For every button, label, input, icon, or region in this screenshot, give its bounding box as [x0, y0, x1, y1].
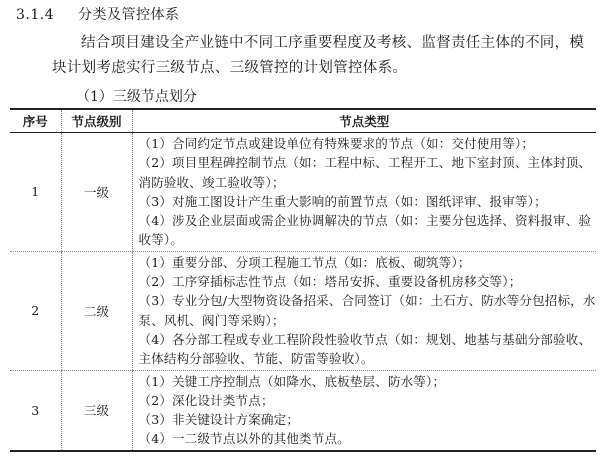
node-type-item: （4）一二级节点以外的其他类节点。: [138, 431, 350, 447]
table-header-row: [10, 109, 596, 133]
row-serial: 3: [10, 370, 61, 451]
subheading: （1）三级节点划分: [76, 89, 197, 105]
row-serial: 1: [10, 133, 61, 252]
row-node-types: [132, 370, 596, 451]
node-type-item: （4）涉及企业层面或需企业协调解决的节点（如：主要分包选择、资料报审、验收等）。: [138, 213, 592, 248]
table-row: [10, 133, 596, 252]
node-type-item: （2）工序穿插标志性节点（如：塔吊安拆、重要设备机房移交等）；: [138, 274, 522, 290]
node-type-item: （1）重要分部、分项工程施工节点（如：底板、砌筑等）；: [138, 254, 471, 270]
node-classification-table: [10, 108, 596, 452]
row-node-types: [132, 251, 596, 370]
section-title: 分类及管控体系: [78, 7, 180, 23]
row-level: 二级: [61, 251, 132, 370]
row-level: 三级: [61, 370, 132, 451]
section-heading: [16, 4, 180, 24]
node-type-item: （3）对施工图设计产生重大影响的前置节点（如：图纸评审、报审等）；: [138, 193, 547, 209]
node-type-item: （2）项目里程碑控制节点（如：工程中标、工程开工、地下室封顶、主体封顶、消防验收、竣工验收等）；: [138, 155, 592, 190]
row-serial: 2: [10, 251, 61, 370]
node-type-item: （1）关键工序控制点（如降水、底板垫层、防水等）；: [138, 373, 446, 389]
header-level: 节点级别: [61, 109, 132, 133]
header-serial: 序号: [10, 109, 61, 133]
node-type-item: （4）各分部工程或专业工程阶段性验收节点（如：规划、地基与基础分部验收、主体结构分部验收、节能、防雷等验收）。: [138, 331, 592, 367]
table-row: [10, 370, 596, 451]
node-type-item: （2）深化设计类节点；: [138, 392, 274, 408]
node-type-item: （3）专业分包/大型物资设备招采、合同签订（如：土石方、防水等分包招标，水泵、风机、阀门等采购）；: [138, 293, 596, 328]
header-type: 节点类型: [132, 109, 596, 133]
node-type-item: （1）合同约定节点或建设单位有特殊要求的节点（如：交付使用等）；: [138, 136, 535, 151]
row-node-types: [132, 133, 596, 252]
intro-paragraph: 结合项目建设全产业链中不同工序重要程度及考核、监督责任主体的不同，模块计划考虑实行三级节点、三级管控的计划管控体系。: [52, 35, 585, 76]
row-level: 一级: [61, 133, 132, 252]
node-type-item: （3）非关键设计方案确定；: [138, 412, 300, 428]
table-row: [10, 251, 596, 370]
section-number: 3.1.4: [16, 7, 55, 23]
